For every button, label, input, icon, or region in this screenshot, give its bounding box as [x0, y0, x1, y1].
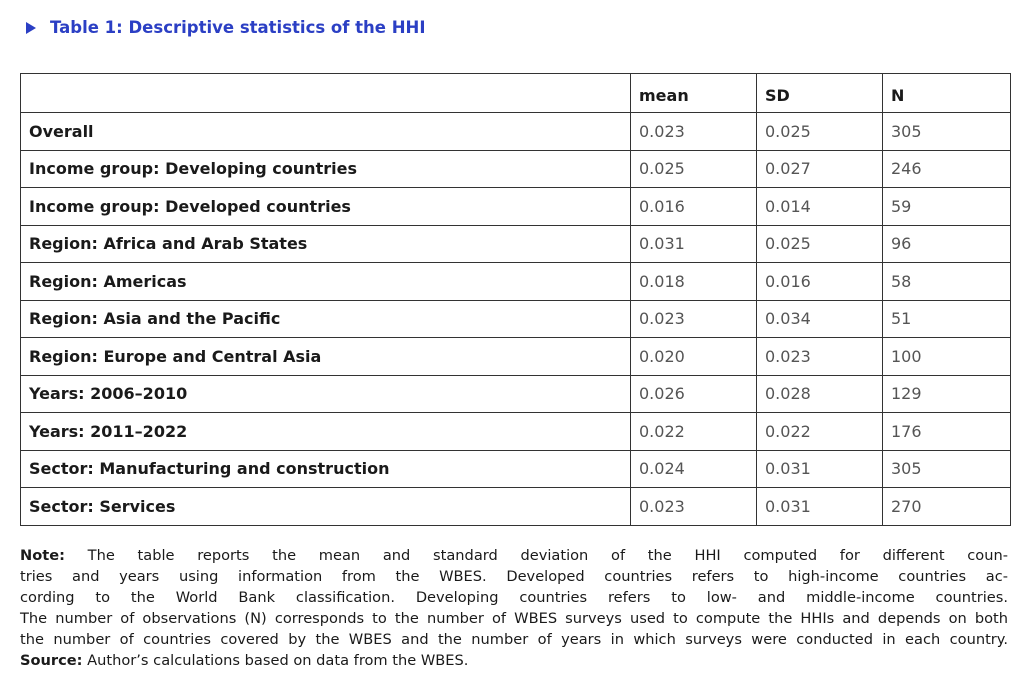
- header-label-cell: [21, 74, 631, 113]
- source-label: Source:: [20, 652, 83, 669]
- table-row: [21, 413, 1011, 451]
- row-label: Income group: Developing countries: [21, 150, 631, 188]
- expand-triangle-icon[interactable]: [26, 22, 36, 34]
- mean-value: 0.023: [631, 113, 757, 151]
- row-label: Sector: Manufacturing and construction: [21, 450, 631, 488]
- header-mean: mean: [631, 74, 757, 113]
- row-label: Region: Africa and Arab States: [21, 225, 631, 263]
- note-text-1: The table reports the mean and standard deviation of the HHI computed for different coun-: [87, 547, 1008, 564]
- sd-value: 0.027: [757, 150, 883, 188]
- table-note: [20, 545, 1008, 671]
- n-value: 176: [883, 413, 1011, 451]
- note-line-2: tries and years using information from the WBES. Developed countries refers to high-income countries ac-: [20, 568, 1008, 585]
- n-value: 100: [883, 338, 1011, 376]
- row-label: Overall: [21, 113, 631, 151]
- note-line-4: The number of observations (N) corresponds to the number of WBES surveys used to compute the HHIs and depends on both: [20, 610, 1008, 627]
- table-row: [21, 300, 1011, 338]
- n-value: 270: [883, 488, 1011, 526]
- row-label: Years: 2011–2022: [21, 413, 631, 451]
- table-header-row: [21, 74, 1011, 113]
- table-title: Table 1: Descriptive statistics of the HHI: [50, 18, 426, 37]
- table-row: [21, 338, 1011, 376]
- table-row: [21, 263, 1011, 301]
- n-value: 305: [883, 113, 1011, 151]
- header-sd: SD: [757, 74, 883, 113]
- n-value: 59: [883, 188, 1011, 226]
- mean-value: 0.016: [631, 188, 757, 226]
- sd-value: 0.028: [757, 375, 883, 413]
- note-line-1: [20, 545, 1008, 566]
- sd-value: 0.014: [757, 188, 883, 226]
- mean-value: 0.024: [631, 450, 757, 488]
- table-row: [21, 225, 1011, 263]
- source-text: Author’s calculations based on data from the WBES.: [87, 652, 469, 669]
- table-caption[interactable]: [26, 18, 426, 37]
- table-row: [21, 113, 1011, 151]
- n-value: 51: [883, 300, 1011, 338]
- n-value: 58: [883, 263, 1011, 301]
- row-label: Region: Americas: [21, 263, 631, 301]
- mean-value: 0.020: [631, 338, 757, 376]
- source-line: [20, 650, 1008, 671]
- n-value: 129: [883, 375, 1011, 413]
- mean-value: 0.031: [631, 225, 757, 263]
- row-label: Region: Europe and Central Asia: [21, 338, 631, 376]
- row-label: Income group: Developed countries: [21, 188, 631, 226]
- table-row: [21, 188, 1011, 226]
- sd-value: 0.031: [757, 488, 883, 526]
- n-value: 96: [883, 225, 1011, 263]
- table-body: [21, 113, 1011, 526]
- mean-value: 0.026: [631, 375, 757, 413]
- sd-value: 0.025: [757, 113, 883, 151]
- mean-value: 0.022: [631, 413, 757, 451]
- row-label: Sector: Services: [21, 488, 631, 526]
- note-line-3: cording to the World Bank classification. Developing countries refers to low- and middle-income countries.: [20, 589, 1008, 606]
- table-row: [21, 150, 1011, 188]
- table-row: [21, 450, 1011, 488]
- sd-value: 0.031: [757, 450, 883, 488]
- mean-value: 0.025: [631, 150, 757, 188]
- note-line-5: the number of countries covered by the WBES and the number of years in which surveys were conducted in each country.: [20, 631, 1008, 648]
- sd-value: 0.025: [757, 225, 883, 263]
- note-label: Note:: [20, 547, 65, 564]
- row-label: Region: Asia and the Pacific: [21, 300, 631, 338]
- descriptive-statistics-table: [20, 73, 1011, 526]
- table-row: [21, 375, 1011, 413]
- n-value: 305: [883, 450, 1011, 488]
- sd-value: 0.016: [757, 263, 883, 301]
- sd-value: 0.023: [757, 338, 883, 376]
- row-label: Years: 2006–2010: [21, 375, 631, 413]
- mean-value: 0.023: [631, 488, 757, 526]
- sd-value: 0.022: [757, 413, 883, 451]
- header-n: N: [883, 74, 1011, 113]
- table-row: [21, 488, 1011, 526]
- mean-value: 0.018: [631, 263, 757, 301]
- sd-value: 0.034: [757, 300, 883, 338]
- n-value: 246: [883, 150, 1011, 188]
- mean-value: 0.023: [631, 300, 757, 338]
